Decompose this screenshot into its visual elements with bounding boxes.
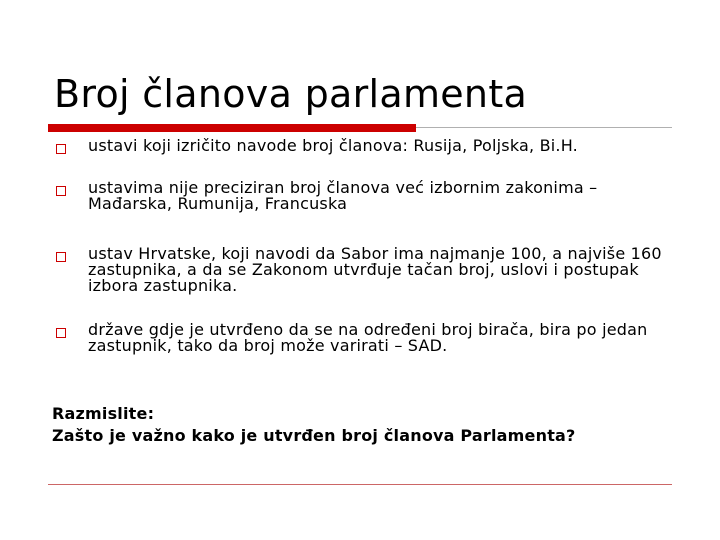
bullet-text: ustav Hrvatske, koji navodi da Sabor ima najmanje 100, a najviše 160 zastupnika, a da se Zakonom utvrđuje tačan broj, uslovi i postupak izbora zastupnika. [88, 244, 662, 295]
slide-title: Broj članova parlamenta [54, 72, 528, 116]
title-underline [48, 124, 672, 132]
square-bullet-icon [56, 186, 66, 196]
question-heading: Razmislite: [52, 404, 155, 423]
question-text: Zašto je važno kako je utvrđen broj članova Parlamenta? [52, 426, 576, 445]
title-underline-line [416, 127, 672, 128]
square-bullet-icon [56, 252, 66, 262]
bullet-text: ustavi koji izričito navode broj članova: Rusija, Poljska, Bi.H. [88, 136, 578, 155]
question-block [52, 403, 576, 447]
footer-divider [48, 484, 672, 485]
bullet-text: države gdje je utvrđeno da se na određeni broj birača, bira po jedan zastupnik, tako da broj može varirati – SAD. [88, 320, 648, 355]
title-underline-accent [48, 124, 416, 132]
square-bullet-icon [56, 328, 66, 338]
square-bullet-icon [56, 144, 66, 154]
bullet-text: ustavima nije preciziran broj članova već izbornim zakonima – Mađarska, Rumunija, Francuska [88, 178, 598, 213]
